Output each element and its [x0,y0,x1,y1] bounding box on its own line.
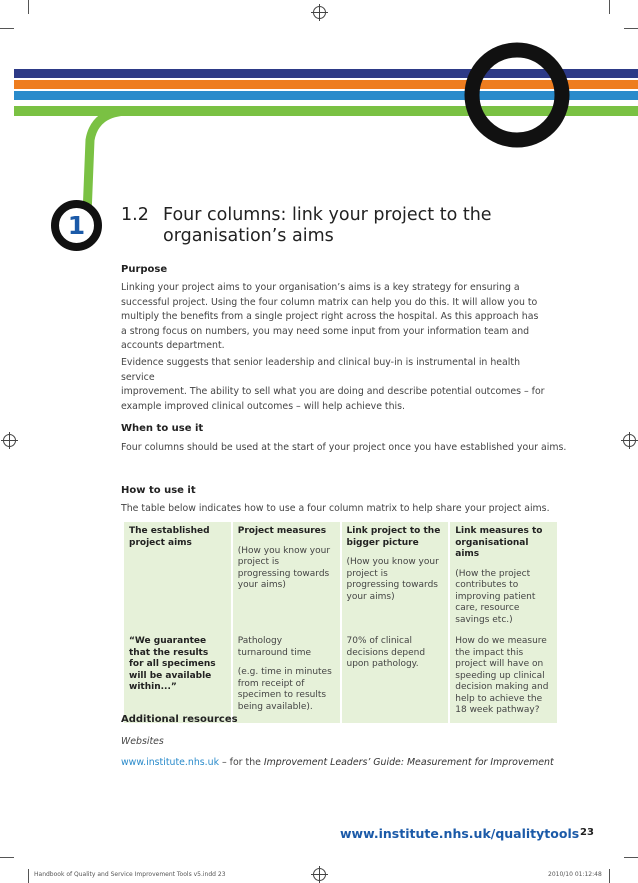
registration-mark-icon [313,868,326,881]
four-column-matrix [122,522,559,723]
table-header-row [124,522,557,632]
column-subheader: (How the project contributes to improving patient care, resource savings etc.) [455,568,536,625]
resources-subheading: Websites [121,736,164,747]
column-subheader: (How you know your project is progressing towards your aims) [237,545,331,590]
cell-sub-text: (e.g. time in minutes from receipt of specimen to results being available). [237,667,332,712]
table-cell [342,632,449,723]
crop-mark [609,869,610,883]
page-title [121,205,492,247]
text-line: improvement. The ability to sell what you are doing and describe potential outcomes – for [121,386,545,397]
guide-title: Improvement Leaders’ Guide: Measurement for Improvement [263,757,554,768]
registration-mark-icon [3,434,16,447]
title-line-1: Four columns: link your project to the [163,205,492,225]
resource-entry [121,756,591,771]
section-number: 1.2 [121,205,149,225]
crop-mark [28,869,29,883]
purpose-paragraph-2 [121,356,551,414]
when-text: Four columns should be used at the start of your project once you have established your aims. [121,442,567,453]
purpose-heading: Purpose [121,264,168,275]
purpose-paragraph-1 [121,281,551,354]
how-heading: How to use it [121,485,196,496]
crop-mark [0,857,14,858]
text-line: Evidence suggests that senior leadership and clinical buy-in is instrumental in health service [121,357,521,383]
table-header-cell [342,522,449,632]
black-ring-icon [462,40,572,150]
how-text: The table below indicates how to use a four column matrix to help share your project aims. [121,503,550,514]
table-cell [124,632,231,723]
resources-heading: Additional resources [121,714,238,725]
cell-main-text: 70% of clinical decisions depend upon pathology. [346,636,426,669]
crop-mark [624,857,638,858]
table-header-cell [124,522,231,632]
column-header: Link measures to organisational aims [455,526,543,559]
page-number: 23 [580,827,594,838]
table-row [124,632,557,723]
text-line: multiply the benefits from a single project right across the hospital. As this approach has [121,311,539,322]
chapter-badge [51,200,102,251]
when-heading: When to use it [121,423,204,434]
print-slug-right: 2010/10 01:12:48 [548,871,602,878]
table-header-cell [450,522,557,632]
table-cell [450,632,557,723]
text-line: a strong focus on numbers, you may need some input from your information team and [121,325,530,337]
text-line: example improved clinical outcomes – will help achieve this. [121,400,406,412]
footer-url-link[interactable]: www.institute.nhs.uk/qualitytools [340,826,580,841]
print-slug-left: Handbook of Quality and Service Improvement Tools v5.indd 23 [34,871,226,878]
cell-main-text: How do we measure the impact this project will have on speeding up clinical decision making and help to achieve the 18 week pathway? [455,636,549,715]
chapter-number: 1 [67,211,86,240]
institute-link[interactable]: www.institute.nhs.uk [121,757,219,768]
text-line: Linking your project aims to your organisation’s aims is a key strategy for ensuring a [121,282,520,293]
project-aim-quote: “We guarantee that the results for all specimens will be available within...” [129,636,216,692]
table-cell [233,632,340,723]
cell-main-text: Pathology turnaround time [237,636,312,658]
column-header: Link project to the bigger picture [346,526,441,548]
title-line-2: organisation’s aims [163,226,334,246]
text-line: successful project. Using the four column matrix can help you do this. It will allow you to [121,296,538,308]
text-line: accounts department. [121,340,225,351]
column-header: Project measures [237,526,327,536]
column-header: The established project aims [129,526,210,548]
table-header-cell [233,522,340,632]
column-subheader: (How you know your project is progressing towards your aims) [346,557,439,602]
resource-connector: – for the [219,757,264,768]
registration-mark-icon [623,434,636,447]
